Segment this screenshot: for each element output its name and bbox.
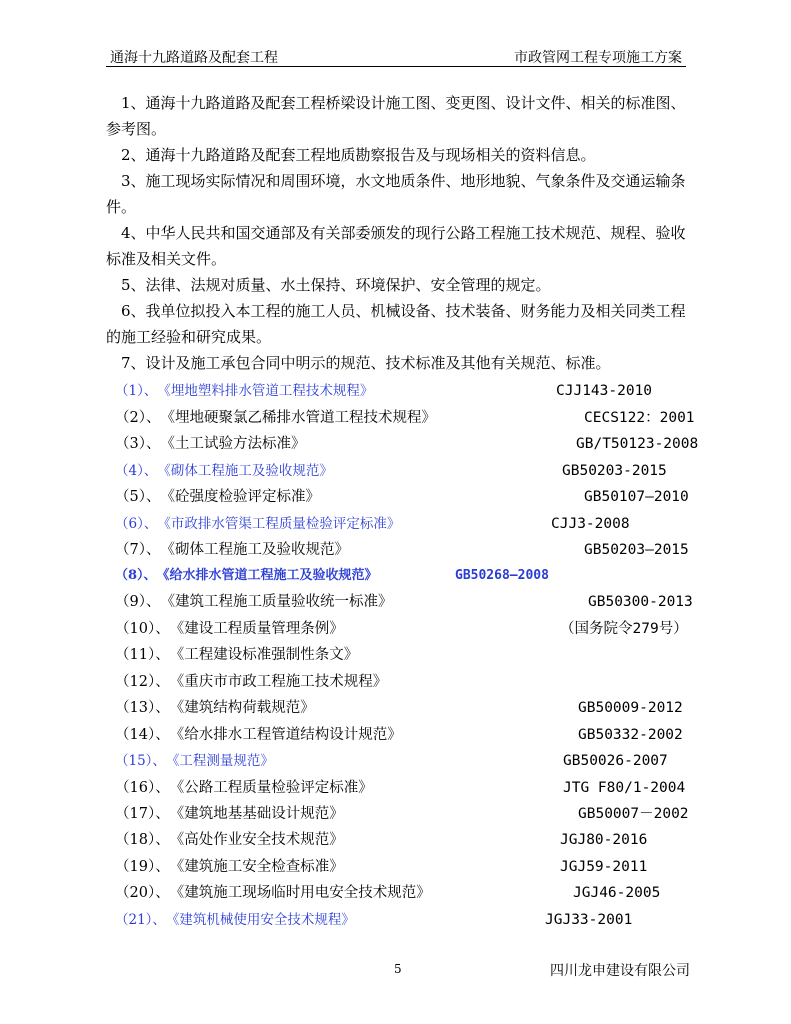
reference-code: CECS122：2001: [584, 410, 695, 426]
reference-code: JGJ46-2005: [573, 885, 661, 901]
reference-item: （20）、《建筑施工现场临时用电安全技术规范》: [115, 885, 431, 901]
paragraph-4: 4、中华人民共和国交通部及有关部委颁发的现行公路工程施工技术规范、规程、验收标准及相关文件。: [106, 224, 686, 268]
reference-code: GB50026-2007: [563, 753, 668, 769]
page-header: [106, 44, 686, 67]
header-document-title: 市政管网工程专项施工方案: [514, 50, 682, 66]
reference-code: GB50332-2002: [578, 727, 683, 743]
paragraph-7: 7、设计及施工承包合同中明示的规范、技术标准及其他有关规范、标准。: [121, 354, 611, 372]
reference-code: GB50203—2015: [584, 542, 689, 558]
header-project-name: 通海十九路道路及配套工程: [110, 50, 278, 66]
reference-item: （6）、《市政排水管渠工程质量检验评定标准》: [115, 516, 401, 532]
reference-item: （18）、《高处作业安全技术规范》: [115, 832, 344, 848]
reference-code: （国务院令279号）: [560, 621, 688, 637]
reference-item: （4）、《砌体工程施工及验收规范》: [115, 463, 333, 479]
reference-code: CJJ3-2008: [551, 516, 630, 532]
reference-item: （2）、《埋地硬聚氯乙稀排水管道工程技术规程》: [115, 410, 436, 426]
reference-item: （3）、《土工试验方法标准》: [115, 436, 306, 452]
reference-item: （14）、《给水排水工程管道结构设计规范》: [115, 727, 402, 743]
reference-item: （21）、《建筑机械使用安全技术规程》: [115, 912, 355, 928]
reference-code: CJJ143-2010: [556, 383, 653, 399]
reference-code: JTG F80/1-2004: [563, 780, 686, 796]
reference-item: （15）、《工程测量规范》: [115, 753, 274, 769]
reference-item: （10）、《建设工程质量管理条例》: [115, 621, 344, 637]
reference-code: JGJ33-2001: [545, 912, 633, 928]
reference-item: （19）、《建筑施工安全检查标准》: [115, 859, 344, 875]
page-number: 5: [394, 962, 402, 976]
reference-code: GB50107—2010: [584, 489, 689, 505]
paragraph-1: 1、通海十九路道路及配套工程桥梁设计施工图、变更图、设计文件、相关的标准图、参考图。: [106, 94, 686, 138]
paragraph-5: 5、法律、法规对质量、水土保持、环境保护、安全管理的规定。: [121, 276, 551, 294]
reference-item: （7）、《砌体工程施工及验收规范》: [115, 542, 349, 558]
reference-item: （11）、《工程建设标准强制性条文》: [115, 647, 359, 663]
reference-item: （5）、《砼强度检验评定标准》: [115, 489, 320, 505]
reference-code: JGJ59-2011: [560, 859, 648, 875]
footer-company: 四川龙申建设有限公司: [550, 963, 690, 979]
reference-item: （16）、《公路工程质量检验评定标准》: [115, 780, 373, 796]
reference-code: GB50009-2012: [578, 700, 683, 716]
reference-code: GB50300-2013: [588, 594, 693, 610]
reference-item: （13）、《建筑结构荷载规范》: [115, 700, 315, 716]
paragraph-6: 6、我单位拟投入本工程的施工人员、机械设备、技术装备、财务能力及相关同类工程的施工经验和研究成果。: [106, 302, 686, 346]
reference-code: GB50203-2015: [562, 463, 667, 479]
reference-item: （9）、《建筑工程施工质量验收统一标准》: [115, 594, 393, 610]
reference-item: （8）、《给水排水管道工程施工及验收规范》: [115, 568, 378, 583]
reference-code: GB50007－2002: [578, 806, 689, 822]
reference-item: （12）、《重庆市市政工程施工技术规程》: [115, 674, 388, 690]
reference-item: （17）、《建筑地基基础设计规范》: [115, 806, 344, 822]
reference-item: （1）、《埋地塑料排水管道工程技术规程》: [115, 383, 374, 399]
reference-code: GB/T50123-2008: [576, 436, 699, 452]
reference-code: GB50268—2008: [455, 568, 549, 583]
reference-code: JGJ80-2016: [560, 832, 648, 848]
paragraph-3: 3、施工现场实际情况和周围环境，水文地质条件、地形地貌、气象条件及交通运输条件。: [106, 172, 686, 216]
paragraph-2: 2、通海十九路道路及配套工程地质勘察报告及与现场相关的资料信息。: [121, 146, 596, 164]
